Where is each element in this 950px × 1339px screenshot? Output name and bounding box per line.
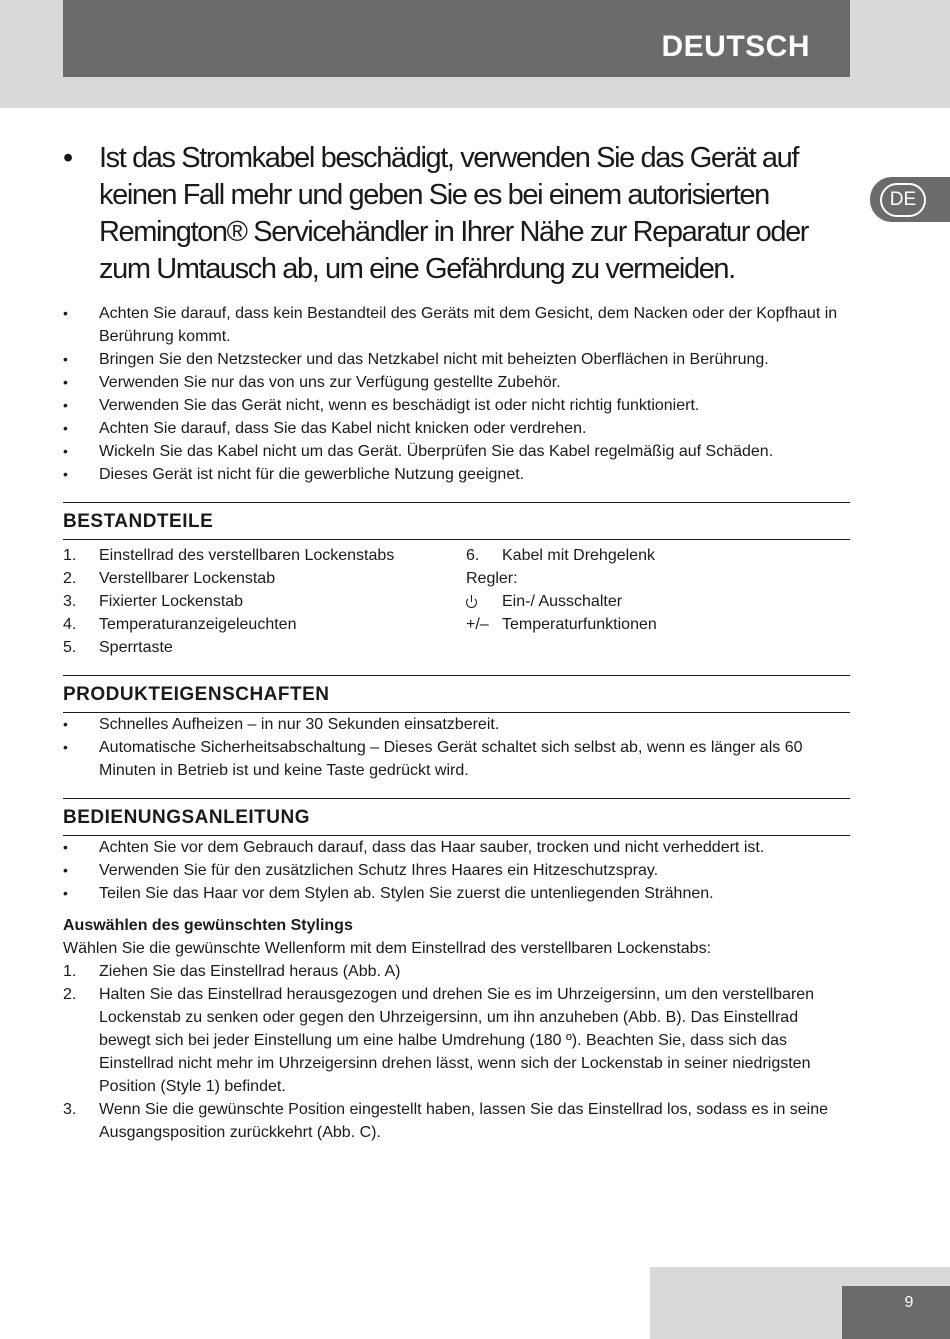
list-item [63,348,850,371]
item-text: Temperaturfunktionen [502,616,657,633]
item-text: Ein-/ Ausschalter [502,593,623,610]
bullet: • [63,862,68,878]
list-item [63,1098,850,1144]
list-item [63,882,850,905]
item-text: Fixierter Lockenstab [99,593,244,610]
bullet: • [63,839,68,855]
bullet: • [63,305,68,321]
list-item-text: Verwenden Sie für den zusätzlichen Schutz Ihres Haares ein Hitzeschutzspray. [99,862,659,879]
list-item [63,590,466,613]
list-item-text: Achten Sie darauf, dass kein Bestandteil des Geräts mit dem Gesicht, dem Nacken oder der Kopfhaut in Berührung kommt. [99,305,838,345]
page-number: 9 [904,1294,914,1311]
bullet: • [63,142,72,174]
list-item-text: Achten Sie darauf, dass Sie das Kabel nicht knicken oder verdrehen. [99,420,587,437]
item-text: Einstellrad des verstellbaren Lockenstabs [99,547,395,564]
list-item [63,371,850,394]
list-item-text: Achten Sie vor dem Gebrauch darauf, dass das Haar sauber, trocken und nicht verheddert ist. [99,839,765,856]
styling-intro: Wählen Sie die gewünschte Wellenform mit dem Einstellrad des verstellbaren Lockenstabs: [63,940,712,957]
list-item-text: Schnelles Aufheizen – in nur 30 Sekunden einsatzbereit. [99,716,500,733]
list-item [63,983,850,1098]
item-number: 1. [63,547,77,564]
list-item-text: Verwenden Sie nur das von uns zur Verfügung gestellte Zubehör. [99,374,561,391]
power-symbol-cell [466,590,502,613]
styling-steps [63,960,850,1144]
language-badge: DE [880,183,926,217]
item-text: Kabel mit Drehgelenk [502,547,655,564]
list-item [466,590,850,613]
bullet: • [63,739,68,755]
item-number: 3. [63,1101,77,1118]
list-item [63,613,466,636]
list-item [63,960,850,983]
section-heading-bedienungsanleitung: BEDIENUNGSANLEITUNG [63,798,850,836]
intro-warning [63,140,850,288]
controls-label: Regler: [466,570,518,587]
parts-list [63,544,850,659]
power-icon [466,595,477,606]
list-item-text: Wickeln Sie das Kabel nicht um das Gerät. Überprüfen Sie das Kabel regelmäßig auf Schäden. [99,443,774,460]
bullet: • [63,420,68,436]
item-number: 3. [63,593,77,610]
item-number: 1. [63,963,77,980]
list-item-text: Bringen Sie den Netzstecker und das Netzkabel nicht mit beheizten Oberflächen in Berührung. [99,351,769,368]
language-tab [870,177,950,222]
bullet: • [63,885,68,901]
item-text: Halten Sie das Einstellrad herausgezogen und drehen Sie es im Uhrzeigersinn, um den verstellbaren Lockenstab zu senken oder gegen den Uhrzeigersinn, um ihn anzuheben (Abb. B). Das Einstellrad bewegt sich bei jeder Einstellung um eine halbe Umdrehung (180 º). Beachten Sie, dass sich das Einstellrad nicht mehr im Uhrzeigersinn drehen lässt, wenn sich der Lockenstab in seiner niedrigsten Position (Style 1) befindet. [99,986,815,1095]
list-item [63,544,466,567]
list-item [63,463,850,486]
list-item-text: Teilen Sie das Haar vor dem Stylen ab. Stylen Sie zuerst die untenliegenden Strähnen. [99,885,714,902]
item-number: 2. [63,986,77,1003]
item-text: Sperrtaste [99,639,173,656]
item-number: 4. [63,616,77,633]
list-item [63,394,850,417]
parts-column-2 [466,544,850,659]
instructions-list [63,836,850,905]
bullet: • [63,374,68,390]
bullet: • [63,397,68,413]
item-text: Wenn Sie die gewünschte Position eingestellt haben, lassen Sie das Einstellrad los, sodass es in seine Ausgangsposition zurückkehrt (Abb. C). [99,1101,829,1141]
item-number: 2. [63,570,77,587]
section-heading-produkteigenschaften: PRODUKTEIGENSCHAFTEN [63,675,850,713]
parts-column-1 [63,544,466,659]
features-list [63,713,850,782]
list-item-text: Automatische Sicherheitsabschaltung – Dieses Gerät schaltet sich selbst ab, wenn es länger als 60 Minuten in Betrieb ist und keine Taste gedrückt wird. [99,739,803,779]
list-item [466,544,850,567]
list-item [63,440,850,463]
list-item [466,613,850,636]
subheading-styling: Auswählen des gewünschten Stylings [63,917,353,934]
list-item [63,859,850,882]
list-item [63,713,850,736]
list-item [63,567,466,590]
list-item [63,836,850,859]
temperature-symbol: +/– [466,616,489,633]
safety-list [63,302,850,486]
list-item [63,736,850,782]
list-item [63,302,850,348]
item-number: 6. [466,547,480,564]
footer-box [842,1286,950,1339]
item-text: Temperaturanzeigeleuchten [99,616,297,633]
intro-warning-text: Ist das Stromkabel beschädigt, verwenden Sie das Gerät auf keinen Fall mehr und geben Sie es bei einem autorisierten Remington® Servicehändler in Ihrer Nähe zur Reparatur oder zum Umtausch ab, um eine Gefährdung zu vermeiden. [99,142,809,285]
list-item [63,417,850,440]
item-text: Ziehen Sie das Einstellrad heraus (Abb. A) [99,963,401,980]
list-item [63,636,466,659]
item-text: Verstellbarer Lockenstab [99,570,276,587]
main-content [63,140,850,1144]
list-item-text: Verwenden Sie das Gerät nicht, wenn es beschädigt ist oder nicht richtig funktioniert. [99,397,700,414]
bullet: • [63,443,68,459]
list-item-text: Dieses Gerät ist nicht für die gewerbliche Nutzung geeignet. [99,466,525,483]
bullet: • [63,716,68,732]
bullet: • [63,351,68,367]
section-heading-bestandteile: BESTANDTEILE [63,502,850,540]
item-number: 5. [63,639,77,656]
header-bar [63,0,850,77]
page-title: DEUTSCH [661,30,810,63]
bullet: • [63,466,68,482]
